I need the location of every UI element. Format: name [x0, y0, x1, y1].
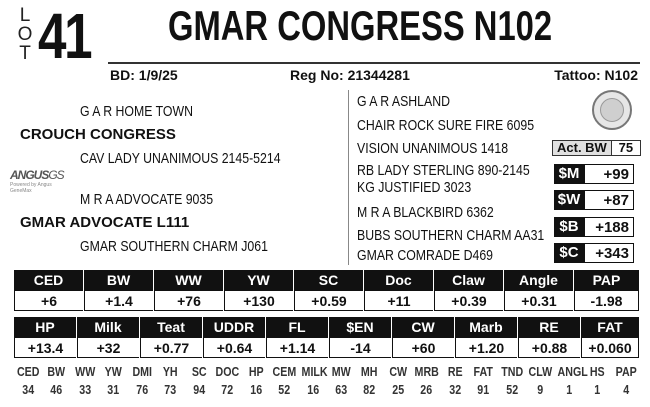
percentile-cell [273, 363, 296, 399]
epd-label: Claw [434, 270, 503, 291]
percentile-cell [244, 363, 267, 399]
index-label: $B [554, 217, 584, 237]
epd-value: +0.88 [518, 338, 580, 358]
percentile-label: FAT [473, 364, 494, 379]
index-b [554, 217, 634, 237]
percentile-label: RE [447, 364, 463, 379]
logo-tagline: Powered by Angus GeneMax [10, 182, 52, 194]
pedigree-right-line: CHAIR ROCK SURE FIRE 6095 [357, 117, 535, 134]
percentile-cell [301, 363, 328, 399]
pedigree-right-line: BUBS SOUTHERN CHARM AA31 [357, 227, 545, 244]
percentile-value: 1 [594, 382, 601, 397]
index-label: $W [554, 190, 584, 210]
actual-birth-weight [552, 140, 641, 156]
epd-label: FAT [581, 317, 639, 338]
percentile-cell [472, 363, 495, 399]
tattoo [554, 64, 638, 86]
sire: CROUCH CONGRESS [20, 126, 176, 143]
percentile-value: 63 [335, 382, 348, 397]
index-value: +87 [584, 190, 634, 210]
epd-cell [14, 317, 77, 358]
sire-dam: CAV LADY UNANIMOUS 2145-5214 [80, 150, 281, 167]
percentile-value: 33 [79, 382, 92, 397]
epd-value: +130 [224, 291, 293, 311]
epd-cell [294, 270, 364, 311]
epd-label: Marb [455, 317, 517, 338]
percentile-value: 26 [420, 382, 433, 397]
percentile-label: YH [163, 364, 178, 379]
epd-value: +13.4 [14, 338, 76, 358]
percentile-label: DOC [215, 364, 240, 379]
registration-number [290, 64, 410, 86]
epd-label: UDDR [203, 317, 265, 338]
percentile-label: HS [589, 364, 605, 379]
animal-name: GMAR CONGRESS N102 [168, 2, 553, 49]
epd-label: RE [518, 317, 580, 338]
epd-label: WW [154, 270, 223, 291]
percentile-value: 94 [193, 382, 205, 397]
percentile-label: BW [47, 364, 66, 379]
percentile-cell [216, 363, 239, 399]
percentile-value: 32 [449, 382, 461, 397]
epd-table-row1 [14, 270, 640, 311]
index-w [554, 190, 634, 210]
act-bw-value: 75 [612, 141, 640, 155]
angus-genemax-logo [10, 168, 72, 192]
epd-cell [154, 270, 224, 311]
percentile-label: MH [361, 364, 378, 379]
logo-brand: ANGUS [10, 168, 49, 182]
percentile-label: CW [389, 364, 408, 379]
epd-label: SC [294, 270, 363, 291]
epd-value: +0.59 [294, 291, 363, 311]
percentile-cell [443, 363, 466, 399]
epd-cell [574, 270, 640, 311]
percentile-value: 1 [565, 382, 572, 397]
epd-cell [224, 270, 294, 311]
epd-cell [364, 270, 434, 311]
epd-value: +1.4 [84, 291, 153, 311]
epd-value: +32 [77, 338, 139, 358]
pedigree-right-line: GMAR COMRADE D469 [357, 247, 494, 264]
percentile-cell [614, 363, 637, 399]
epd-cell [329, 317, 392, 358]
percentile-value: 82 [363, 382, 376, 397]
epd-table-row2 [14, 317, 640, 358]
percentile-cell [529, 363, 552, 399]
index-value: +343 [584, 243, 634, 263]
percentile-value: 72 [221, 382, 234, 397]
epd-cell [518, 317, 581, 358]
percentile-cell [557, 363, 588, 399]
percentile-cell [187, 363, 210, 399]
lot-letter: T [19, 43, 31, 64]
percentile-value: 46 [50, 382, 63, 397]
epd-cell [203, 317, 266, 358]
epd-value: +1.14 [266, 338, 328, 358]
percentile-cell [45, 363, 68, 399]
percentile-cell [73, 363, 96, 399]
epd-value: +0.64 [203, 338, 265, 358]
percentile-ranks [14, 363, 640, 399]
epd-cell [14, 270, 84, 311]
reg-label: Reg No: [290, 67, 344, 83]
percentile-value: 52 [505, 382, 518, 397]
epd-value: +76 [154, 291, 223, 311]
epd-label: Milk [77, 317, 139, 338]
percentile-value: 9 [537, 382, 544, 397]
epd-label: $EN [329, 317, 391, 338]
percentile-value: 73 [164, 382, 177, 397]
index-value: +99 [584, 164, 634, 184]
bd-value: 1/9/25 [138, 67, 178, 83]
percentile-cell [102, 363, 125, 399]
percentile-cell [17, 363, 40, 399]
pedigree-right-line: M R A BLACKBIRD 6362 [357, 204, 494, 221]
percentile-label: CED [16, 364, 40, 379]
epd-value: -14 [329, 338, 391, 358]
epd-label: PAP [574, 270, 639, 291]
epd-cell [266, 317, 329, 358]
lot-label [14, 6, 36, 63]
epd-cell [84, 270, 154, 311]
percentile-label: TND [500, 364, 523, 379]
epd-value: +6 [14, 291, 83, 311]
dam-sire: M R A ADVOCATE 9035 [80, 191, 214, 208]
epd-label: CW [392, 317, 454, 338]
epd-cell [455, 317, 518, 358]
percentile-value: 16 [306, 382, 319, 397]
percentile-cell [415, 363, 438, 399]
percentile-label: SC [191, 364, 207, 379]
percentile-label: CEM [272, 364, 297, 379]
percentile-label: MW [331, 364, 351, 379]
percentile-value: 25 [392, 382, 405, 397]
percentile-value: 52 [278, 382, 291, 397]
pedigree-right-line: KG JUSTIFIED 3023 [357, 179, 472, 196]
percentile-value: 31 [107, 382, 120, 397]
epd-label: Teat [140, 317, 202, 338]
percentile-cell [130, 363, 153, 399]
index-c [554, 243, 634, 263]
pedigree-divider [348, 90, 349, 265]
percentile-cell [586, 363, 609, 399]
bd-label: BD: [110, 67, 135, 83]
index-m [554, 164, 634, 184]
percentile-value: 91 [477, 382, 490, 397]
lot-number: 41 [38, 0, 91, 72]
epd-value: +11 [364, 291, 433, 311]
percentile-label: CLW [528, 364, 553, 379]
epd-cell [392, 317, 455, 358]
epd-label: YW [224, 270, 293, 291]
reg-value: 21344281 [347, 67, 410, 83]
index-value: +188 [584, 217, 634, 237]
pedigree-right-line: VISION UNANIMOUS 1418 [357, 140, 509, 157]
percentile-label: HP [248, 364, 264, 379]
epd-value: +0.77 [140, 338, 202, 358]
percentile-cell [386, 363, 409, 399]
epd-cell [504, 270, 574, 311]
dam: GMAR ADVOCATE L111 [20, 214, 190, 231]
epd-value: +0.060 [581, 338, 639, 358]
epd-label: FL [266, 317, 328, 338]
percentile-cell [330, 363, 353, 399]
tattoo-label: Tattoo: [554, 67, 601, 83]
epd-cell [581, 317, 640, 358]
birth-date [110, 64, 178, 86]
logo-suffix: GS [48, 168, 64, 182]
epd-label: CED [14, 270, 83, 291]
epd-value: +60 [392, 338, 454, 358]
percentile-cell [159, 363, 182, 399]
epd-label: Doc [364, 270, 433, 291]
epd-label: BW [84, 270, 153, 291]
act-bw-label: Act. BW [553, 141, 612, 155]
epd-value: +0.39 [434, 291, 503, 311]
percentile-value: 4 [622, 382, 629, 397]
sire-sire: G A R HOME TOWN [80, 103, 194, 120]
percentile-cell [500, 363, 523, 399]
percentile-label: MILK [301, 364, 328, 379]
percentile-value: 16 [249, 382, 262, 397]
epd-cell [77, 317, 140, 358]
dam-dam: GMAR SOUTHERN CHARM J061 [80, 238, 268, 255]
percentile-cell [358, 363, 381, 399]
info-bar [108, 62, 640, 84]
pedigree-right-line: G A R ASHLAND [357, 93, 450, 110]
pedigree-right-line: RB LADY STERLING 890-2145 [357, 162, 530, 179]
breed-seal-icon [592, 90, 632, 130]
epd-cell [140, 317, 203, 358]
index-label: $C [554, 243, 584, 263]
epd-cell [434, 270, 504, 311]
percentile-label: ANGL [557, 364, 588, 379]
epd-label: Angle [504, 270, 573, 291]
percentile-label: WW [75, 364, 96, 379]
percentile-label: DMI [132, 364, 152, 379]
epd-value: +1.20 [455, 338, 517, 358]
tattoo-value: N102 [604, 67, 638, 83]
percentile-label: PAP [615, 364, 637, 379]
percentile-label: MRB [414, 364, 440, 379]
lot-letter: L [19, 5, 31, 26]
lot-letter: O [17, 24, 33, 45]
percentile-value: 34 [22, 382, 35, 397]
percentile-label: YW [104, 364, 123, 379]
percentile-value: 76 [136, 382, 148, 397]
epd-value: +0.31 [504, 291, 573, 311]
index-label: $M [554, 164, 584, 184]
epd-value: -1.98 [574, 291, 639, 311]
epd-label: HP [14, 317, 76, 338]
